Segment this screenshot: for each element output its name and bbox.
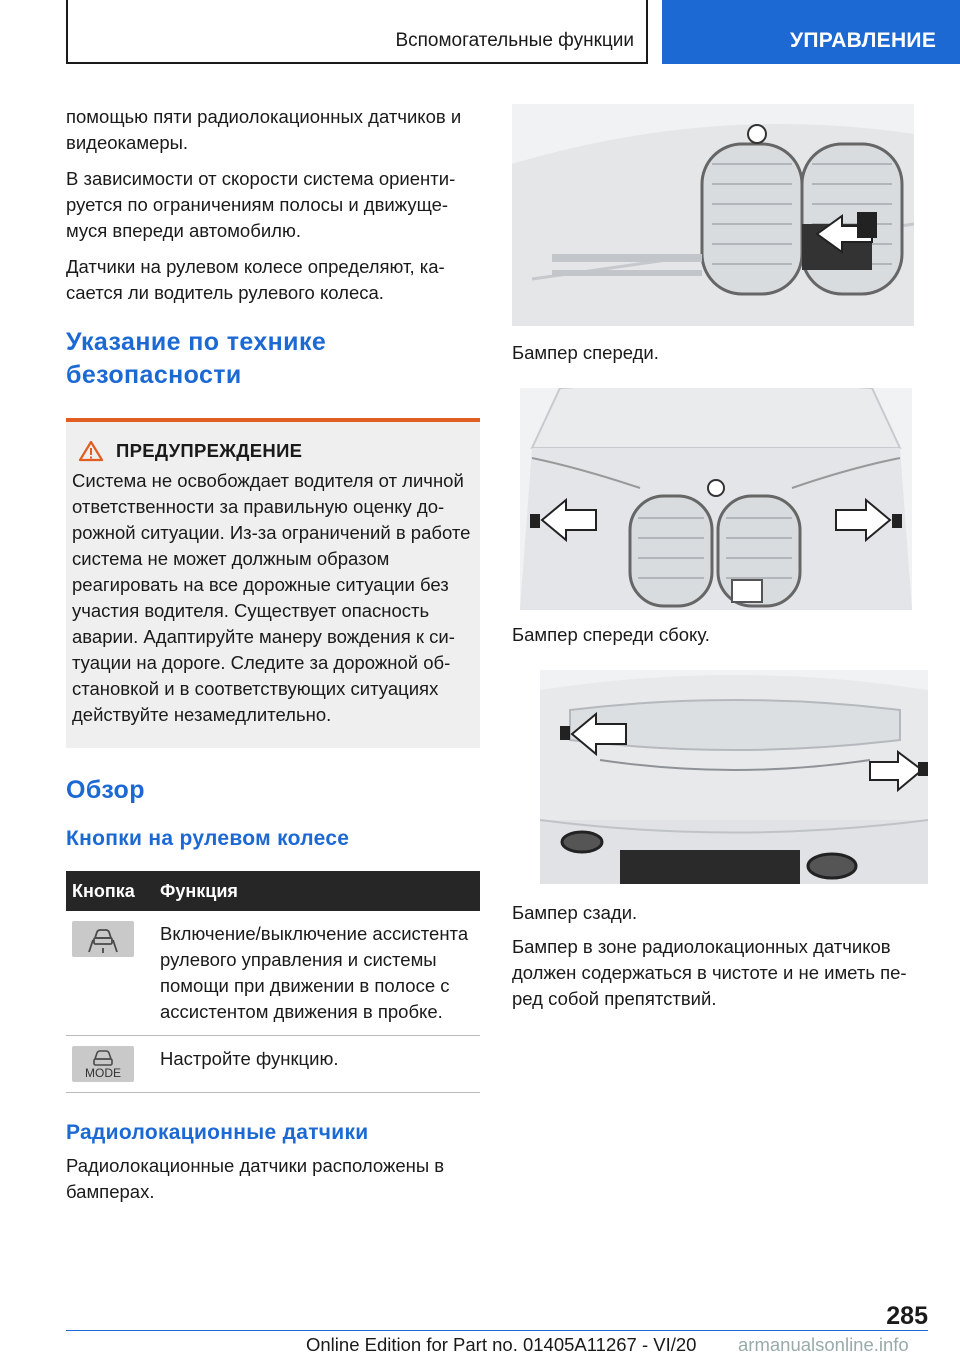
footer-watermark: armanualsonline.info xyxy=(738,1334,909,1355)
paragraph-intro: помощью пяти радиолокационных датчиков и видеокамеры. xyxy=(66,106,462,153)
heading-safety: Указание по технике безопасности xyxy=(66,328,327,389)
paragraph-clean-sensors: Бампер в зоне радиолокационных датчиков должен содержаться в чистоте и не иметь перед собой препятствий. xyxy=(512,936,907,1009)
buttons-table xyxy=(66,871,480,1093)
header-chapter-tab: УПРАВЛЕНИЕ xyxy=(662,0,960,64)
header-section-box xyxy=(66,0,648,64)
paragraph-speed: В зависимости от скорости система ориентируется по ограничениям полосы и движущемуся впереди автомобилю. xyxy=(66,168,456,241)
table-cell-function: Включение/выключение ассистента рулевого управления и системы помощи при движении в полосе с ассистентом движения в пробке. xyxy=(154,911,480,1036)
front-side-bumper-image xyxy=(520,388,912,610)
heading-steering-buttons: Кнопки на рулевом колесе xyxy=(66,827,350,850)
table-header-function: Функция xyxy=(154,871,480,911)
header-section-title: Вспомогательные функции xyxy=(395,30,634,51)
lane-assist-button-icon xyxy=(72,921,134,957)
mode-button-icon xyxy=(72,1046,134,1082)
table-cell-icon xyxy=(66,911,154,1036)
caption-front-side-bumper: Бампер спереди сбоку. xyxy=(512,624,710,645)
warning-box xyxy=(66,418,480,748)
paragraph-sensors: Датчики на рулевом колесе определяют, касается ли водитель рулевого колеса. xyxy=(66,256,445,303)
caption-rear-bumper: Бампер сзади. xyxy=(512,902,638,923)
heading-overview: Обзор xyxy=(66,776,145,804)
warning-triangle-icon xyxy=(78,440,104,462)
rear-bumper-image xyxy=(540,670,928,884)
table-cell-function: Настройте функцию. xyxy=(154,1036,480,1093)
page-number: 285 xyxy=(886,1302,928,1330)
heading-radar-sensors: Радиолокационные датчики xyxy=(66,1121,369,1144)
table-row xyxy=(66,911,480,1036)
table-cell-icon xyxy=(66,1036,154,1093)
warning-title-row xyxy=(72,440,474,462)
left-column xyxy=(66,104,480,1205)
table-header-button: Кнопка xyxy=(66,871,154,911)
table-header-row xyxy=(66,871,480,911)
table-row xyxy=(66,1036,480,1093)
footer-edition: Online Edition for Part no. 01405A11267 - VI/20 xyxy=(306,1334,697,1355)
front-bumper-image xyxy=(512,104,914,326)
footer-divider xyxy=(66,1330,928,1331)
caption-front-bumper: Бампер спереди. xyxy=(512,342,659,363)
paragraph-radar: Радиолокационные датчики расположены в бамперах. xyxy=(66,1155,445,1202)
mode-label: MODE xyxy=(85,1066,121,1080)
warning-text: Система не освобождает водителя от личной ответственности за правильную оценку дорожной ситуации. Из-за ограничений в работе система не может должным образом реагировать на все дорожные ситуации без участия водителя. Существует опасность аварии. Адаптируйте манеру вождения к ситуации на дороге. Следите за дорожной обстановкой и в соответствующих ситуациях действуйте незамедлительно. xyxy=(72,470,471,725)
warning-title: ПРЕДУПРЕЖДЕНИЕ xyxy=(116,440,303,461)
right-column xyxy=(512,104,928,1012)
